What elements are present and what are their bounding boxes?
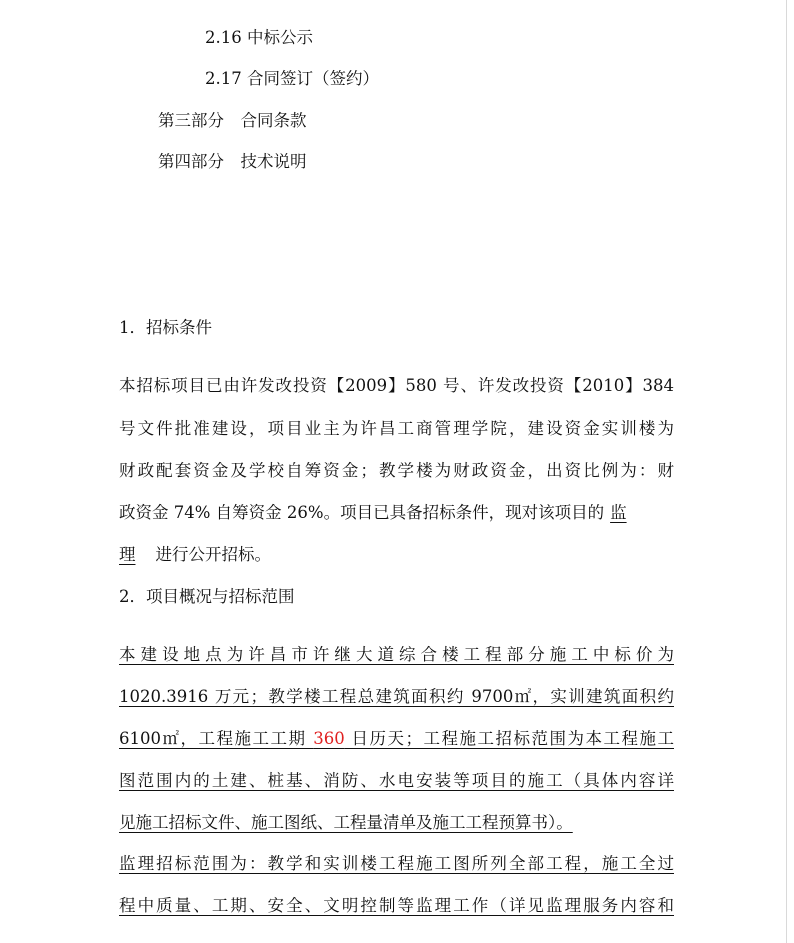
section-2-line-4: 图范围内的土建、桩基、消防、水电安装等项目的施工（具体内容详	[119, 771, 674, 790]
section-2-line-2: 1020.3916 万元；教学楼工程总建筑面积约 9700㎡，实训建筑面积约	[119, 687, 674, 706]
section-1-line-5-tail: 进行公开招标。	[155, 545, 271, 564]
toc-part-3: 第三部分 合同条款	[158, 111, 307, 130]
section-2-line-3: 6100㎡，工程施工工期 360 日历天；工程施工招标范围为本工程施工	[119, 729, 674, 748]
section-2-line-1: 本建设地点为许昌市许继大道综合楼工程部分施工中标价为	[119, 645, 674, 664]
underlined-word-li: 理	[119, 545, 136, 564]
supervision-scope-line-2: 程中质量、工期、安全、文明控制等监理工作（详见监理服务内容和	[119, 896, 674, 915]
section-1-line-4-text: 政资金 74% 自筹资金 26%。项目已具备招标条件，现对该项目的	[119, 503, 605, 522]
toc-item-2-17: 2.17 合同签订（签约）	[205, 69, 379, 88]
toc-item-2-16: 2.16 中标公示	[205, 28, 313, 47]
section-1-line-4	[119, 502, 627, 524]
section-1-line-3: 财政配套资金及学校自筹资金；教学楼为财政资金，出资比例为：财	[119, 461, 674, 480]
toc-part-4: 第四部分 技术说明	[158, 152, 307, 171]
supervision-scope-line-1: 监理招标范围为：教学和实训楼工程施工图所列全部工程，施工全过	[119, 854, 674, 873]
construction-period-days: 360	[313, 729, 345, 748]
section-2-heading: 2．项目概况与招标范围	[119, 587, 295, 606]
section-1-line-5	[119, 544, 271, 566]
section-1-line-1: 本招标项目已由许发改投资【2009】580 号、许发改投资【2010】384	[119, 376, 674, 395]
section-1-line-2: 号文件批准建设，项目业主为许昌工商管理学院，建设资金实训楼为	[119, 419, 674, 438]
underlined-word-jian: 监	[610, 503, 627, 522]
page-divider	[786, 0, 787, 943]
section-2-line-5: 见施工招标文件、施工图纸、工程量清单及施工工程预算书）。	[119, 813, 573, 832]
section-1-heading: 1．招标条件	[119, 318, 212, 337]
